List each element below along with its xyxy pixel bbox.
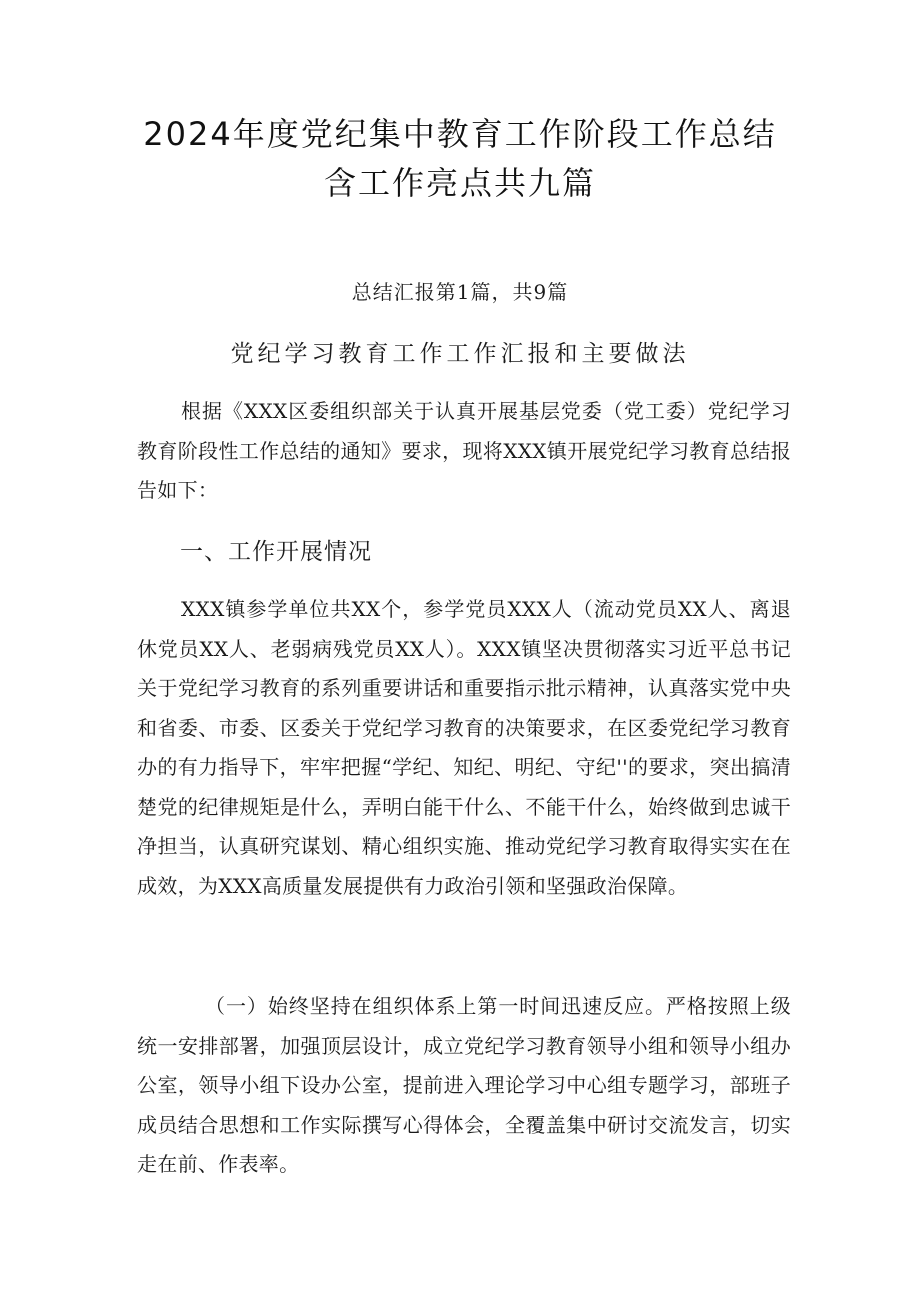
- intro-paragraph: 根据《XXX区委组织部关于认真开展基层党委（党工委）党纪学习教育阶段性工作总结的通知》要求，现将XXX镇开展党纪学习教育总结报告如下：: [137, 399, 791, 502]
- overview-paragraph: XXX镇参学单位共XX个，参学党员XXX人（流动党员XX人、离退休党员XX人、老弱病残党员XX人）。XXX镇坚决贯彻落实习近平总书记关于党纪学习教育的系列重要讲话和重要指示批示精神，认真落实党中央和省委、市委、区委关于党纪学习教育的决策要求，在区委党纪学习教育办的有力指导下，牢牢把握“学纪、知纪、明纪、守纪''的要求，突出搞清楚党的纪律规矩是什么，弄明白能干什么、不能干什么，始终做到忠诚干净担当，认真研究谋划、精心组织实施、推动党纪学习教育取得实实在在成效，为XXX高质量发展提供有力政治引领和坚强政治保障。: [137, 597, 791, 898]
- document-subtitle: 总结汇报第1篇，共9篇: [351, 280, 569, 304]
- item-one-paragraph: （一）始终坚持在组织体系上第一时间迅速反应。严格按照上级统一安排部署，加强顶层设计，成立党纪学习教育领导小组和领导小组办公室，领导小组下设办公室，提前进入理论学习中心组专题学习，部班子成员结合思想和工作实际撰写心得体会，全覆盖集中研讨交流发言，切实走在前、作表率。: [137, 994, 791, 1176]
- report-heading: 党纪学习教育工作工作汇报和主要做法: [230, 341, 690, 367]
- document-title-line1: 2024年度党纪集中教育工作阶段工作总结: [143, 115, 777, 153]
- section-heading: 一、工作开展情况: [180, 539, 372, 565]
- document-title-line2: 含工作亮点共九篇: [323, 164, 596, 202]
